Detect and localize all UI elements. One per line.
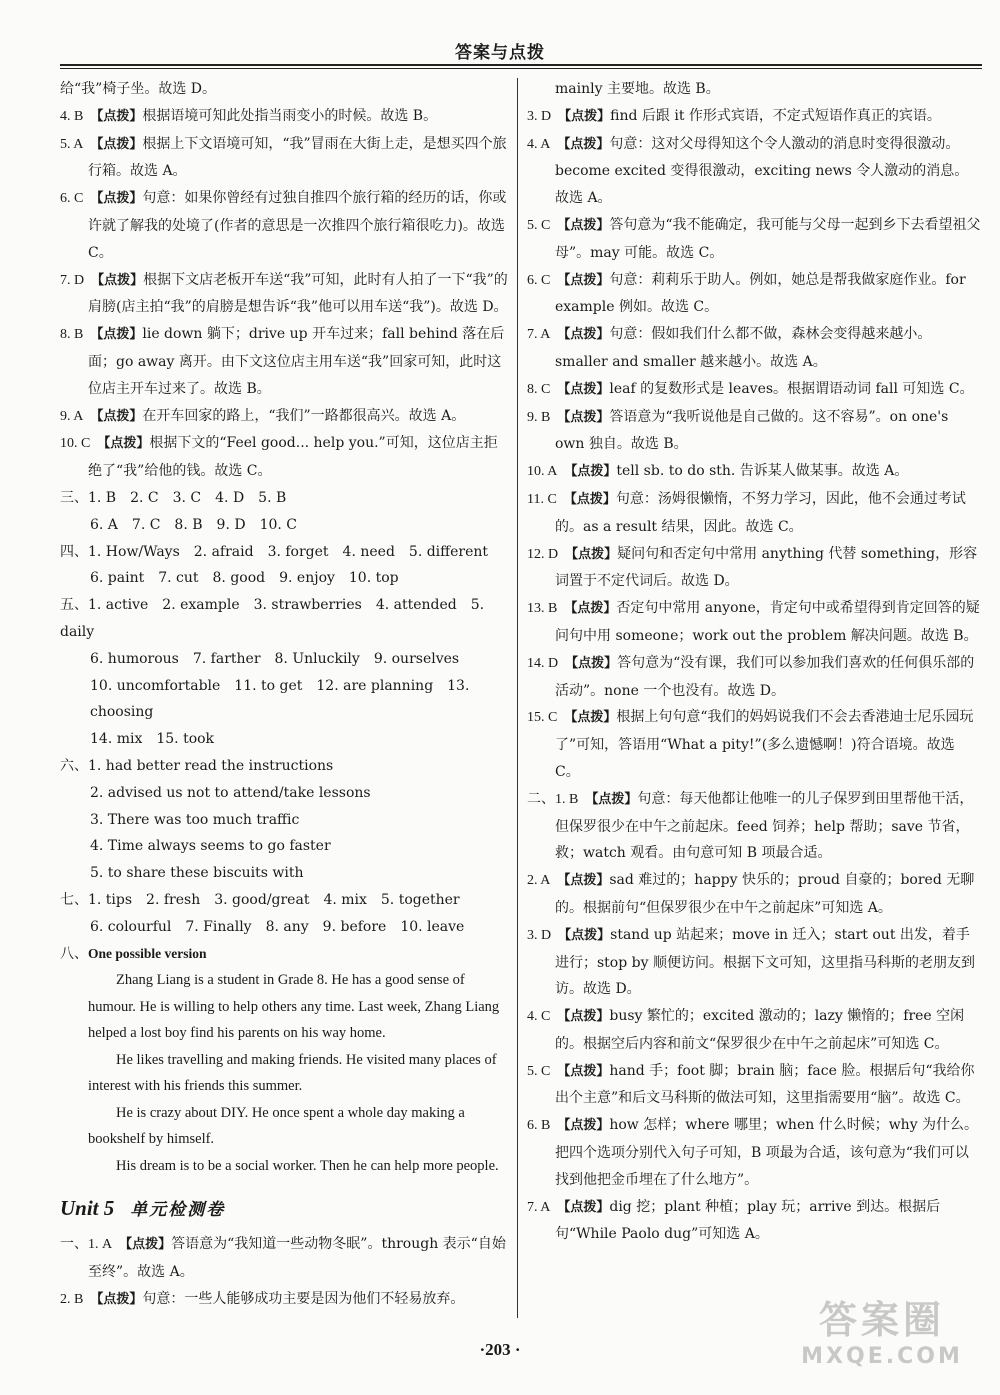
answer-explanation: 句意：假如我们什么都不做，森林会变得越来越小。smaller and smaller 越来越小。故选 A。 <box>555 326 932 370</box>
hint-tag: 【点拨】 <box>119 1237 172 1253</box>
answer-item <box>527 103 982 131</box>
answer-number: 7. A <box>527 327 551 343</box>
running-header: 答案与点拨 <box>455 43 545 63</box>
answer-number: 一、1. A <box>60 1237 113 1253</box>
header-rule-thick <box>60 64 982 66</box>
continued-line: 给“我”椅子坐。故选 D。 <box>60 81 216 97</box>
answer-explanation: 句意：这对父母得知这个令人激动的消息时变得很激动。become excited 变得很激动，exciting news 令人激动的消息。故选 A。 <box>555 135 969 207</box>
answer-item <box>527 267 982 322</box>
hint-tag: 【点拨】 <box>90 1291 143 1307</box>
answer-item <box>527 867 982 922</box>
answer-number: 5. C <box>527 217 551 233</box>
answer-item <box>60 185 508 266</box>
answer-explanation: 句意：莉莉乐于助人。例如，她总是帮我做家庭作业。for example 例如。故选 C。 <box>555 271 966 316</box>
answer-number: 8. C <box>527 381 551 397</box>
section-5-row-1: 五、1. active 2. example 3. strawberries 4. attended 5. daily <box>60 597 485 640</box>
essay-paragraph: His dream is to be a social worker. Then he can help more people. <box>116 1157 499 1174</box>
answer-explanation: 句意：每天他都让他唯一的儿子保罗到田里帮他干活，但保罗很少在中午之前起床。feed 饲养；help 帮助；save 节省，救；watch 观看。由句意可知 B 项最合适。 <box>555 790 974 862</box>
hint-tag: 【点拨】 <box>564 710 617 726</box>
hint-tag: 【点拨】 <box>557 327 610 343</box>
answer-item <box>527 1058 982 1113</box>
answer-explanation: 答句意为“我不能确定，我可能与父母一起到乡下去看望祖父母”。may 可能。故选 C。 <box>555 216 981 261</box>
column-divider <box>517 78 518 1318</box>
answer-item <box>60 267 508 322</box>
section-7-row-1: 七、1. tips 2. fresh 3. good/great 4. mix 5. together <box>60 891 460 908</box>
page-number: ·203 · <box>479 1340 521 1359</box>
answer-number: 9. A <box>60 408 84 424</box>
unit-heading <box>60 1193 508 1225</box>
hint-tag: 【点拨】 <box>90 191 143 207</box>
answer-number: 4. C <box>527 1009 551 1025</box>
answer-item <box>60 103 508 131</box>
hint-tag: 【点拨】 <box>563 491 616 507</box>
answer-item <box>527 212 982 267</box>
answer-number: 2. A <box>527 873 551 889</box>
answer-explanation: 根据下文的“Feel good... help you.”可知，这位店主拒绝了“我”给他的钱。故选 C。 <box>88 435 498 480</box>
section-6-row-3: 3. There was too much traffic <box>90 811 300 828</box>
essay-label: One possible version <box>88 945 207 961</box>
answer-item <box>527 458 982 486</box>
hint-tag: 【点拨】 <box>557 136 610 152</box>
answer-item <box>60 131 508 186</box>
header-rule-thin <box>60 68 982 69</box>
answer-number: 13. B <box>527 601 558 617</box>
answer-number: 8. B <box>60 327 84 343</box>
hint-tag: 【点拨】 <box>557 381 610 397</box>
answer-explanation: find 后跟 it 作形式宾语，不定式短语作真正的宾语。 <box>610 107 941 124</box>
hint-tag: 【点拨】 <box>557 1199 610 1215</box>
hint-tag: 【点拨】 <box>90 136 143 152</box>
answer-number: 6. C <box>527 272 551 288</box>
answer-item <box>527 321 982 376</box>
answer-number: 3. D <box>527 927 552 943</box>
answer-explanation: 句意：如果你曾经有过独自推四个旅行箱的经历的话，你或许就了解我的处境了(作者的意思是一次推四个旅行箱很吃力)。故选 C。 <box>88 190 507 261</box>
answer-item <box>527 786 982 867</box>
answer-item <box>60 430 508 485</box>
answer-number: 5. A <box>60 136 84 152</box>
unit-title: 单元检测卷 <box>130 1200 226 1221</box>
continued-line: mainly 主要地。故选 B。 <box>555 81 720 97</box>
answer-item <box>527 922 982 1003</box>
section-4-row-1: 四、1. How/Ways 2. afraid 3. forget 4. need 5. different <box>60 543 489 560</box>
hint-tag: 【点拨】 <box>564 464 617 480</box>
answer-item <box>527 404 982 459</box>
answer-item <box>527 704 982 785</box>
section-5-row-4: 14. mix 15. took <box>90 731 215 748</box>
answer-list-right <box>527 103 982 1248</box>
hint-tag: 【点拨】 <box>91 272 144 288</box>
essay-paragraph: He is crazy about DIY. He once spent a whole day making a bookshelf by himself. <box>88 1104 465 1148</box>
answer-number: 11. C <box>527 491 557 507</box>
answer-explanation: sad 难过的；happy 快乐的；proud 自豪的；bored 无聊的。根据前句“但保罗很少在中午之前起床”可知选 A。 <box>555 872 975 916</box>
hint-tag: 【点拨】 <box>564 601 617 617</box>
watermark-logo <box>782 1289 982 1377</box>
hint-tag: 【点拨】 <box>565 546 618 562</box>
answer-item <box>60 1286 508 1314</box>
answer-number: 2. B <box>60 1291 84 1307</box>
answer-item <box>527 541 982 596</box>
hint-tag: 【点拨】 <box>558 108 611 124</box>
unit-name: Unit 5 <box>60 1196 115 1221</box>
answer-explanation: 否定句中常用 anyone，肯定句中或希望得到肯定回答的疑问句中用 someone；work out the problem 解决问题。故选 B。 <box>555 600 980 644</box>
section-6-row-4: 4. Time always seems to go faster <box>90 838 331 855</box>
hint-tag: 【点拨】 <box>557 1118 610 1134</box>
answer-number: 10. C <box>60 436 91 452</box>
hint-tag: 【点拨】 <box>558 927 611 943</box>
answer-explanation: busy 繁忙的；excited 激动的；lazy 懒惰的；free 空闲的。根据空后内容和前文“保罗很少在中午之前起床”可知选 C。 <box>555 1008 965 1052</box>
answer-number: 4. B <box>60 108 84 124</box>
section-3-row-1: 三、1. B 2. C 3. C 4. D 5. B <box>60 489 287 506</box>
answer-explanation: 在开车回家的路上，“我们”一路都很高兴。故选 A。 <box>142 407 466 424</box>
answer-explanation: lie down 躺下；drive up 开车过来；fall behind 落在后面；go away 离开。由下文这位店主用车送“我”回家可知，此时这位店主开车过来了。故选 B。 <box>88 326 505 397</box>
hint-tag: 【点拨】 <box>557 873 610 889</box>
hint-tag: 【点拨】 <box>557 1009 610 1025</box>
answer-explanation: 句意：汤姆很懒惰，不努力学习，因此，他不会通过考试的。as a result 结果，因此。故选 C。 <box>555 490 966 535</box>
section-6-row-1: 六、1. had better read the instructions <box>60 757 334 774</box>
answer-item <box>527 1194 982 1249</box>
answer-item <box>60 403 508 431</box>
watermark-url: MXQE.COM <box>801 1344 963 1369</box>
answer-item <box>527 650 982 705</box>
answer-number: 6. C <box>60 191 84 207</box>
answer-explanation: how 怎样；where 哪里；when 什么时候；why 为什么。把四个选项分别代入句子可知，B 项最为合适，该句意为“我们可以找到他把金币埋在了什么地方”。 <box>555 1117 979 1188</box>
right-column <box>527 76 982 1248</box>
answer-number: 12. D <box>527 546 559 562</box>
hint-tag: 【点拨】 <box>90 327 143 343</box>
hint-tag: 【点拨】 <box>557 217 610 233</box>
watermark-text: 答案圈 <box>818 1298 945 1342</box>
essay-paragraph: He likes travelling and making friends. He visited many places of interest with his friends this summer. <box>88 1051 497 1095</box>
hint-tag: 【点拨】 <box>565 655 618 671</box>
answer-explanation: 答语意为“我听说他是自己做的。这不容易”。on one's own 独自。故选 B。 <box>555 408 949 453</box>
answer-explanation: dig 挖；plant 种植；play 玩；arrive 到达。根据后句“While Paolo dug”可知选 A。 <box>555 1198 941 1243</box>
answer-explanation: 句意：一些人能够成功主要是因为他们不轻易放弃。 <box>142 1290 465 1307</box>
answer-explanation: tell sb. to do sth. 告诉某人做某事。故选 A。 <box>616 463 909 480</box>
answer-explanation: 疑问句和否定句中常用 anything 代替 something，形容词置于不定代词后。故选 D。 <box>555 545 978 590</box>
answer-explanation: hand 手；foot 脚；brain 脑；face 脸。根据后句“我给你出个主意”和后文马科斯的做法可知，这里指需要用“脑”。故选 C。 <box>555 1062 975 1107</box>
hint-tag: 【点拨】 <box>557 409 610 425</box>
answer-number: 3. D <box>527 108 552 124</box>
answer-item <box>60 1231 508 1286</box>
hint-tag: 【点拨】 <box>90 408 143 424</box>
answer-number: 二、1. B <box>527 791 579 807</box>
model-essay <box>60 967 508 1179</box>
answer-explanation: 根据上下文语境可知，“我”冒雨在大街上走，是想买四个旅行箱。故选 A。 <box>88 135 507 180</box>
answer-number: 9. B <box>527 409 551 425</box>
hint-tag: 【点拨】 <box>90 108 143 124</box>
answer-number: 7. D <box>60 272 85 288</box>
answer-explanation: 根据下文店老板开车送“我”可知，此时有人拍了一下“我”的肩膀(店主拍“我”的肩膀是想告诉“我”他可以用车送“我”)。故选 D。 <box>88 271 508 316</box>
answer-explanation: 根据语境可知此处指当雨变小的时候。故选 B。 <box>142 107 438 124</box>
answer-number: 10. A <box>527 464 558 480</box>
section-4-row-2: 6. paint 7. cut 8. good 9. enjoy 10. top <box>90 570 399 587</box>
answer-list-unit5 <box>60 1231 508 1313</box>
answer-item <box>527 1112 982 1193</box>
section-5-row-2: 6. humorous 7. farther 8. Unluckily 9. ourselves <box>90 650 460 667</box>
answer-item <box>527 376 982 404</box>
answer-number: 6. B <box>527 1118 551 1134</box>
answer-explanation: stand up 站起来；move in 迁入；start out 出发，着手进行；stop by 顺便访问。根据下文可知，这里指马科斯的老朋友到访。故选 D。 <box>555 926 975 998</box>
section-6-row-5: 5. to share these biscuits with <box>90 865 304 882</box>
answer-explanation: 答句意为“没有课，我们可以参加我们喜欢的任何俱乐部的活动”。none 一个也没有。故选 D。 <box>555 654 975 699</box>
answer-explanation: 答语意为“我知道一些动物冬眠”。through 表示“自始至终”。故选 A。 <box>88 1236 506 1281</box>
essay-paragraph: Zhang Liang is a student in Grade 8. He has a good sense of humour. He is willing to help others any time. Last week, Zhang Liang helped a lost boy find his parents on his way home. <box>88 972 500 1042</box>
section-8-prefix: 八、 <box>60 945 88 962</box>
answer-explanation: leaf 的复数形式是 leaves。根据谓语动词 fall 可知选 C。 <box>609 380 974 397</box>
hint-tag: 【点拨】 <box>557 272 610 288</box>
section-8-heading <box>60 941 508 968</box>
answer-number: 5. C <box>527 1063 551 1079</box>
section-7-row-2: 6. colourful 7. Finally 8. any 9. before 10. leave <box>90 918 465 935</box>
answer-item <box>527 595 982 650</box>
section-3-row-2: 6. A 7. C 8. B 9. D 10. C <box>90 516 297 533</box>
answer-list-part3 <box>60 103 508 485</box>
answer-explanation: 根据上句句意“我们的妈妈说我们不会去香港迪士尼乐园玩了”可知，答语用“What a pity!”(多么遗憾啊！)符合语境。故选 C。 <box>555 709 974 780</box>
answer-item <box>527 1003 982 1058</box>
section-5-row-3: 10. uncomfortable 11. to get 12. are planning 13. choosing <box>90 677 470 721</box>
answer-number: 14. D <box>527 655 559 671</box>
left-column <box>60 76 508 1314</box>
answer-number: 7. A <box>527 1199 551 1215</box>
hint-tag: 【点拨】 <box>97 436 150 452</box>
answer-number: 15. C <box>527 710 558 726</box>
answer-number: 4. A <box>527 136 551 152</box>
answer-item <box>527 131 982 212</box>
answer-item <box>527 486 982 541</box>
hint-tag: 【点拨】 <box>585 791 638 807</box>
hint-tag: 【点拨】 <box>557 1063 610 1079</box>
section-6-row-2: 2. advised us not to attend/take lessons <box>90 784 371 801</box>
answer-item <box>60 321 508 402</box>
